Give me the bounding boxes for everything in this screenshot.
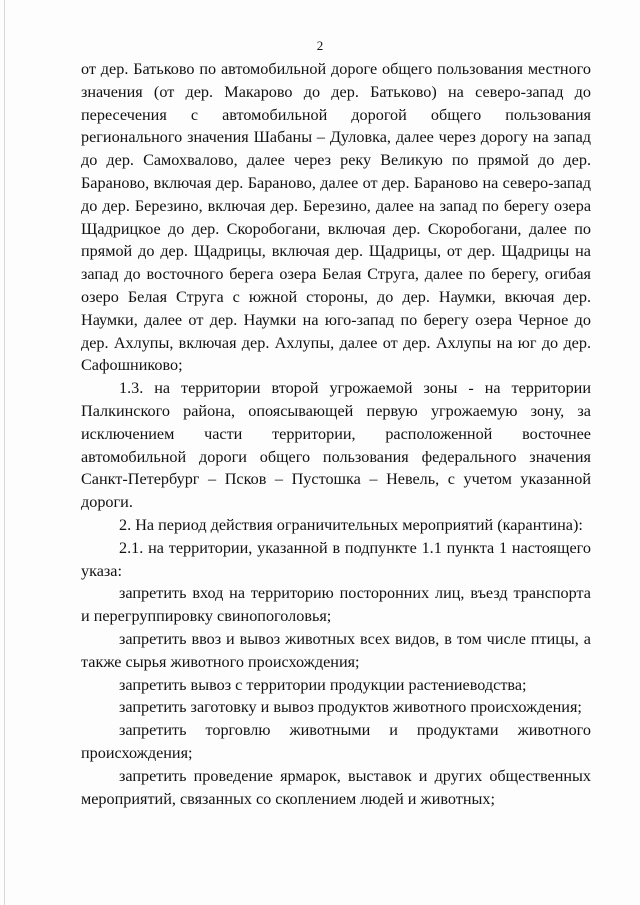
paragraph-2-1-territory: 2.1. на территории, указанной в подпункте 1.1 пункта 1 настоящего указа: <box>81 538 591 580</box>
paragraph-ban-trade: запретить торговлю животными и продуктами животного происхождения; <box>81 721 591 762</box>
paragraph-ban-animal-products: запретить заготовку и вывоз продуктов животного происхождения; <box>119 698 582 717</box>
paragraph-ban-animal-transport: запретить ввоз и вывоз животных всех видов, в том числе птицы, а также сырья животного происхождения; <box>81 629 591 671</box>
paragraph-2-quarantine-period: 2. На период действия ограничительных мероприятий (карантина): <box>119 515 583 534</box>
paragraph-ban-entry: запретить вход на территорию посторонних лиц, въезд транспорта и перегруппировку свинопоголовья; <box>81 584 591 626</box>
paragraph-boundary-description: от дер. Батьково по автомобильной дороге общего пользования местного значения (от дер. Макарово до дер. Батьково) на северо-запад до пересечения с автомобильной дорогой общего пользования регионального значения Шабаны – Дуловка, далее через дорогу на запад до дер. Самохвалово, далее через реку Великую по прямой до дер. Бараново, включая дер. Бараново, далее от дер. Бараново на северо-запад до дер. Березино, включая дер. Березино, далее на запад по берегу озера Щадрицкое до дер. Скоробогани, включая дер. Скоробогани, далее по прямой до дер. Щадрицы, включая дер. Щадрицы, от дер. Щадрицы на запад до восточного берега озера Белая Струга, далее по берегу, огибая озеро Белая Струга с южной стороны, до дер. Наумки, вкючая дер. Наумки, далее от дер. Наумки на юго-запад по берегу озера Черное до дер. Ахлупы, включая дер. Ахлупы, далее от дер. Ахлупы на юг до дер. Сафошниково; <box>81 60 591 375</box>
paragraph-ban-events: запретить проведение ярмарок, выставок и других общественных мероприятий, связанных со скоплением людей и животных; <box>81 766 591 808</box>
scan-edge-line <box>4 0 5 905</box>
paragraph-1-3-second-zone: 1.3. на территории второй угрожаемой зоны - на территории Палкинского района, опоясывающей первую угрожаемую зону, за исключением части территории, расположенной восточнее автомобильной дороги общего пользования федерального значения Санкт-Петербург – Псков – Пустошка – Невель, с учетом указанной дороги. <box>81 379 591 512</box>
page-number: 2 <box>316 38 324 53</box>
document-body <box>81 58 591 810</box>
paragraph-ban-crop-export: запретить вывоз с территории продукции растениеводства; <box>119 675 527 694</box>
